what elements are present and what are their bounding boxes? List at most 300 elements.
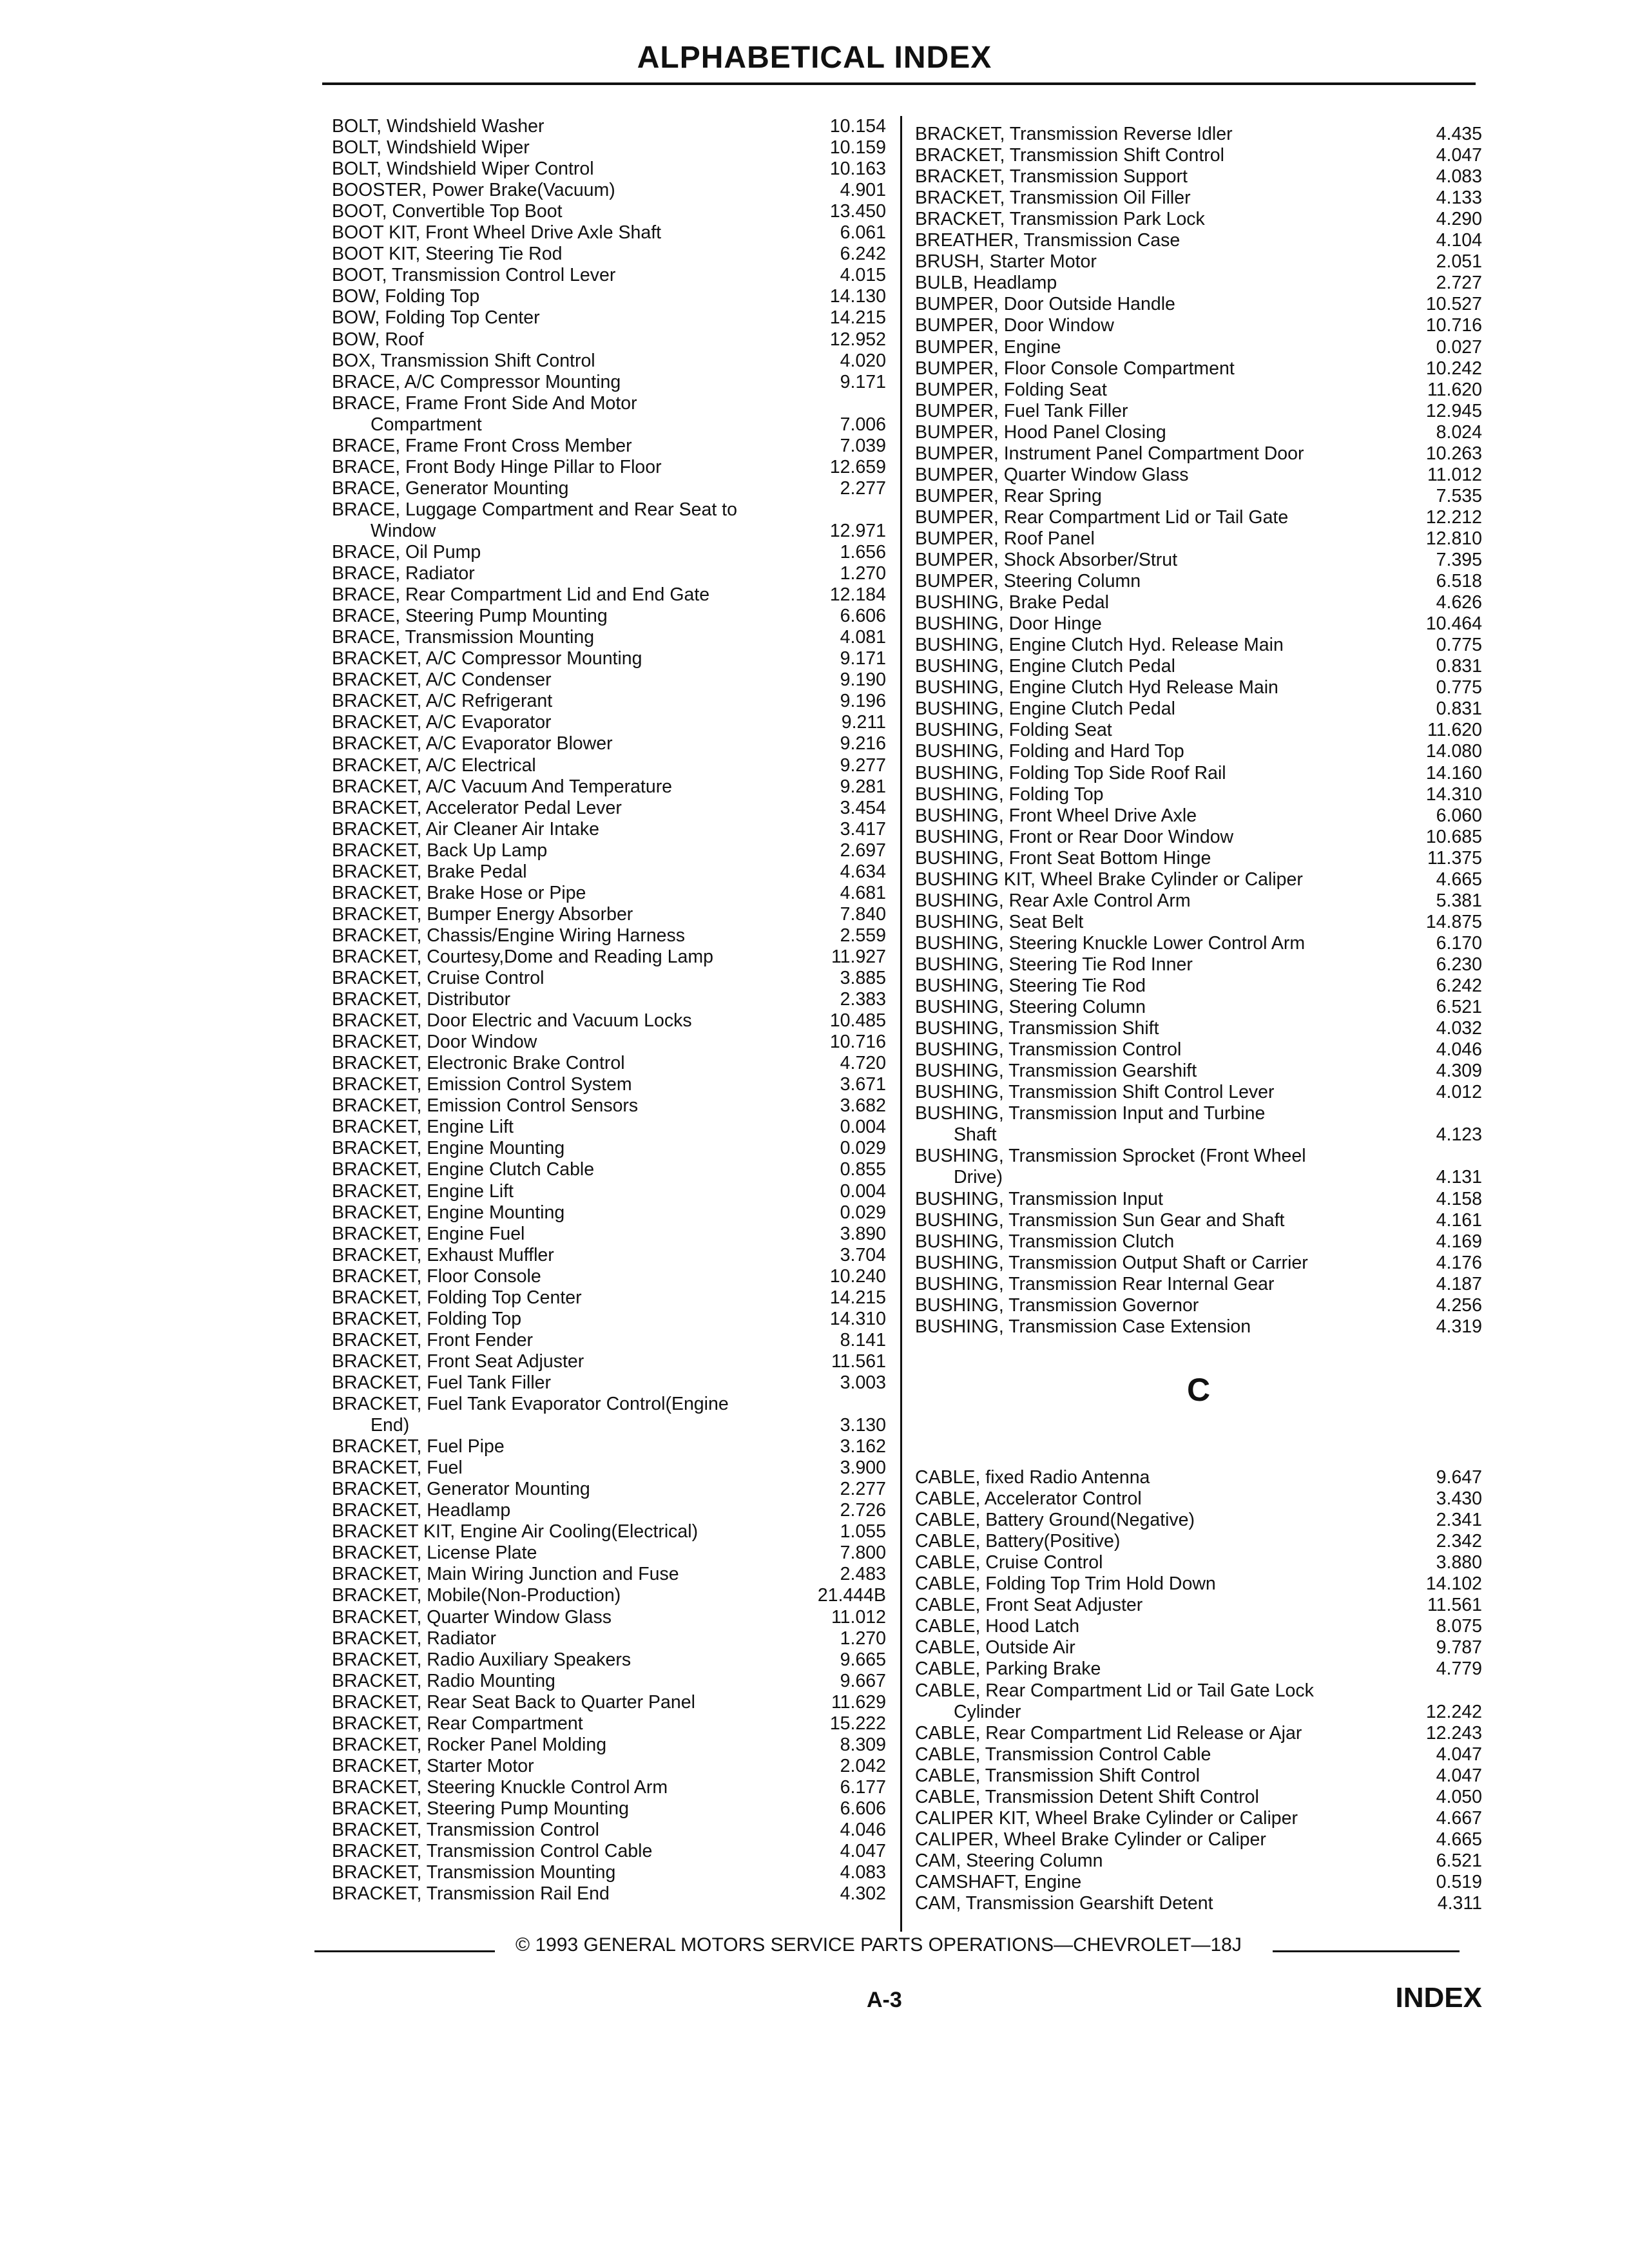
index-entry bbox=[915, 507, 1482, 528]
entry-label: CABLE, Cruise Control bbox=[915, 1552, 1103, 1573]
entry-label: BRACKET, Rear Seat Back to Quarter Panel bbox=[332, 1691, 695, 1713]
entry-label: BRACKET, Radio Auxiliary Speakers bbox=[332, 1649, 631, 1670]
entry-page-number: 4.083 bbox=[840, 1862, 886, 1883]
entry-label: BRACKET, Folding Top Center bbox=[332, 1287, 582, 1308]
entry-page-number: 10.240 bbox=[829, 1265, 886, 1287]
index-entry bbox=[332, 1181, 886, 1202]
index-entry bbox=[332, 414, 886, 436]
entry-page-number: 4.047 bbox=[1436, 1765, 1482, 1786]
entry-label: BRACKET, Steering Knuckle Control Arm bbox=[332, 1776, 668, 1798]
page-title: ALPHABETICAL INDEX bbox=[637, 41, 992, 75]
entry-page-number: 4.083 bbox=[1436, 166, 1482, 187]
entry-label: BOX, Transmission Shift Control bbox=[332, 350, 595, 371]
entry-page-number: 10.716 bbox=[1425, 315, 1482, 336]
entry-page-number: 9.787 bbox=[1436, 1637, 1482, 1658]
entry-page-number: 6.061 bbox=[840, 222, 886, 244]
index-entry bbox=[915, 465, 1482, 486]
column-divider bbox=[900, 116, 902, 1932]
entry-label: BRACE, Generator Mounting bbox=[332, 477, 569, 499]
index-entry bbox=[332, 222, 886, 244]
entry-page-number: 21.444B bbox=[817, 1585, 886, 1606]
entry-label: BRACKET, Engine Lift bbox=[332, 1117, 514, 1138]
entry-label: BRACKET, Transmission Control Cable bbox=[332, 1841, 653, 1862]
entry-page-number: 4.665 bbox=[1436, 1829, 1482, 1850]
entry-page-number: 2.277 bbox=[840, 1479, 886, 1500]
entry-page-number: 11.629 bbox=[831, 1691, 886, 1713]
entry-label: BRACKET, Brake Hose or Pipe bbox=[332, 882, 586, 903]
entry-page-number: 3.130 bbox=[840, 1415, 886, 1436]
entry-page-number: 9.667 bbox=[840, 1670, 886, 1691]
entry-page-number: 9.190 bbox=[840, 669, 886, 691]
entry-label: BUSHING, Seat Belt bbox=[915, 911, 1084, 932]
entry-page-number: 8.075 bbox=[1436, 1616, 1482, 1637]
entry-label: BUSHING, Front Seat Bottom Hinge bbox=[915, 847, 1211, 869]
entry-label: BRACKET, License Plate bbox=[332, 1542, 537, 1564]
entry-label: BUSHING, Transmission Input and Turbine bbox=[915, 1103, 1266, 1124]
entry-label: BRACKET, Floor Console bbox=[332, 1265, 541, 1287]
index-entry bbox=[332, 1138, 886, 1159]
entry-page-number: 0.029 bbox=[840, 1202, 886, 1223]
index-entry bbox=[915, 1872, 1482, 1893]
index-entry bbox=[915, 1467, 1482, 1488]
index-entry bbox=[332, 1862, 886, 1883]
entry-label: BRACE, Radiator bbox=[332, 563, 475, 584]
entry-label: BOLT, Windshield Wiper bbox=[332, 137, 530, 159]
entry-label: BRACKET, Door Window bbox=[332, 1032, 537, 1053]
index-entry bbox=[332, 733, 886, 754]
index-entry bbox=[332, 1074, 886, 1095]
entry-page-number: 12.971 bbox=[829, 520, 886, 541]
index-entry bbox=[332, 1287, 886, 1309]
index-entry bbox=[332, 669, 886, 691]
index-entry bbox=[332, 1521, 886, 1542]
entry-label: BRACKET, Cruise Control bbox=[332, 968, 545, 988]
index-entry bbox=[332, 1010, 886, 1032]
entry-page-number: 12.945 bbox=[1425, 400, 1482, 421]
entry-page-number: 4.047 bbox=[1436, 1744, 1482, 1765]
index-entry bbox=[332, 116, 886, 137]
entry-page-number: 4.309 bbox=[1436, 1061, 1482, 1082]
entry-label: BUSHING, Door Hinge bbox=[915, 613, 1102, 635]
index-entry bbox=[332, 883, 886, 904]
index-entry bbox=[332, 307, 886, 329]
entry-page-number: 4.290 bbox=[1436, 209, 1482, 230]
entry-page-number: 6.521 bbox=[1436, 997, 1482, 1018]
index-entry bbox=[332, 1224, 886, 1245]
entry-label: BUMPER, Door Outside Handle bbox=[915, 294, 1175, 315]
entry-label: BUSHING, Steering Column bbox=[915, 997, 1146, 1018]
index-entry bbox=[332, 457, 886, 478]
index-entry bbox=[332, 606, 886, 627]
index-entry bbox=[332, 499, 886, 521]
entry-page-number: 2.726 bbox=[840, 1500, 886, 1521]
entry-label: BRACKET, Starter Motor bbox=[332, 1755, 534, 1776]
entry-page-number: 9.281 bbox=[840, 776, 886, 797]
index-entry bbox=[915, 784, 1482, 805]
index-entry bbox=[915, 869, 1482, 890]
entry-page-number: 4.626 bbox=[1436, 592, 1482, 613]
entry-page-number: 14.102 bbox=[1425, 1573, 1482, 1595]
index-entry bbox=[332, 1117, 886, 1138]
index-entry bbox=[915, 1253, 1482, 1274]
entry-label: BOOSTER, Power Brake(Vacuum) bbox=[332, 180, 615, 201]
index-entry bbox=[332, 798, 886, 819]
entry-page-number: 6.242 bbox=[840, 244, 886, 265]
entry-page-number: 14.130 bbox=[829, 286, 886, 307]
index-entry bbox=[332, 1713, 886, 1735]
entry-label: CABLE, Rear Compartment Lid Release or Ajar bbox=[915, 1722, 1302, 1744]
entry-page-number: 2.277 bbox=[840, 477, 886, 499]
index-entry bbox=[915, 1103, 1482, 1124]
entry-label: Compartment bbox=[371, 414, 482, 435]
entry-label: BUMPER, Shock Absorber/Strut bbox=[915, 550, 1178, 570]
entry-label: CABLE, Outside Air bbox=[915, 1637, 1075, 1658]
index-entry bbox=[332, 1883, 886, 1905]
index-entry bbox=[915, 592, 1482, 613]
index-entry bbox=[915, 656, 1482, 677]
entry-page-number: 4.050 bbox=[1436, 1786, 1482, 1807]
entry-page-number: 3.430 bbox=[1436, 1488, 1482, 1510]
entry-label: BREATHER, Transmission Case bbox=[915, 230, 1181, 251]
index-entry bbox=[332, 819, 886, 840]
entry-page-number: 4.015 bbox=[840, 265, 886, 286]
index-entry bbox=[915, 1082, 1482, 1103]
entry-label: BRACKET, Folding Top bbox=[332, 1308, 522, 1329]
index-entry bbox=[915, 1531, 1482, 1552]
index-entry bbox=[915, 613, 1482, 635]
index-entry bbox=[332, 1351, 886, 1372]
index-entry bbox=[915, 1488, 1482, 1510]
entry-label: BRACKET, Air Cleaner Air Intake bbox=[332, 818, 600, 840]
entry-page-number: 7.006 bbox=[840, 414, 886, 435]
entry-label: BRACKET, A/C Condenser bbox=[332, 669, 552, 691]
entry-label: BUSHING, Transmission Sun Gear and Shaft bbox=[915, 1209, 1285, 1231]
entry-page-number: 10.163 bbox=[829, 159, 886, 180]
entry-label: BRACE, Rear Compartment Lid and End Gate bbox=[332, 584, 710, 606]
entry-label: BRACKET, Back Up Lamp bbox=[332, 840, 548, 861]
entry-page-number: 9.647 bbox=[1436, 1467, 1482, 1488]
entry-label: CABLE, Front Seat Adjuster bbox=[915, 1595, 1143, 1616]
index-entry bbox=[915, 486, 1482, 507]
entry-label: BRACKET, Steering Pump Mounting bbox=[332, 1798, 629, 1819]
entry-page-number: 4.256 bbox=[1436, 1294, 1482, 1316]
entry-page-number: 4.133 bbox=[1436, 187, 1482, 209]
entry-label: CALIPER KIT, Wheel Brake Cylinder or Caliper bbox=[915, 1807, 1298, 1829]
entry-page-number: 11.927 bbox=[831, 946, 886, 967]
entry-page-number: 4.176 bbox=[1436, 1252, 1482, 1273]
entry-label: BUMPER, Door Window bbox=[915, 315, 1114, 336]
index-entry bbox=[332, 1564, 886, 1585]
entry-page-number: 7.535 bbox=[1436, 485, 1482, 506]
entry-label: BRACKET, Electronic Brake Control bbox=[332, 1053, 625, 1074]
entry-page-number: 4.158 bbox=[1436, 1188, 1482, 1209]
index-entry bbox=[915, 1124, 1482, 1146]
index-entry bbox=[332, 351, 886, 372]
index-entry bbox=[332, 1777, 886, 1798]
entry-page-number: 0.831 bbox=[1436, 656, 1482, 677]
index-entry bbox=[332, 1095, 886, 1117]
entry-label: CABLE, Accelerator Control bbox=[915, 1488, 1142, 1510]
entry-page-number: 9.196 bbox=[840, 691, 886, 712]
entry-page-number: 11.561 bbox=[1427, 1595, 1482, 1616]
entry-page-number: 14.080 bbox=[1425, 741, 1482, 762]
index-entry bbox=[915, 1658, 1482, 1680]
entry-label: BRACKET, Transmission Mounting bbox=[332, 1862, 616, 1883]
index-entry bbox=[332, 1394, 886, 1415]
entry-page-number: 2.042 bbox=[840, 1755, 886, 1776]
index-entry bbox=[915, 933, 1482, 954]
index-entry bbox=[915, 1744, 1482, 1765]
entry-label: BOW, Folding Top bbox=[332, 286, 480, 307]
index-entry bbox=[915, 528, 1482, 550]
entry-label: BUSHING, Rear Axle Control Arm bbox=[915, 890, 1191, 911]
index-entry bbox=[332, 1735, 886, 1756]
index-entry bbox=[332, 840, 886, 861]
entry-label: BRACKET, Door Electric and Vacuum Locks bbox=[332, 1010, 692, 1032]
index-entry bbox=[915, 1061, 1482, 1082]
entry-page-number: 12.184 bbox=[829, 584, 886, 606]
index-entry bbox=[915, 1765, 1482, 1787]
entry-label: BUSHING, Transmission Rear Internal Gear bbox=[915, 1273, 1275, 1294]
entry-page-number: 8.141 bbox=[840, 1329, 886, 1350]
index-entry bbox=[915, 1018, 1482, 1039]
entry-label: BOOT KIT, Front Wheel Drive Axle Shaft bbox=[332, 222, 662, 244]
entry-label: BRACKET, Radio Mounting bbox=[332, 1670, 555, 1691]
entry-page-number: 10.485 bbox=[829, 1010, 886, 1032]
entry-label: BUSHING, Engine Clutch Pedal bbox=[915, 698, 1175, 720]
index-entry bbox=[915, 1210, 1482, 1231]
index-entry bbox=[915, 1616, 1482, 1637]
entry-page-number: 12.243 bbox=[1425, 1722, 1482, 1744]
index-entry bbox=[332, 968, 886, 989]
index-entry bbox=[332, 1841, 886, 1862]
entry-label: BULB, Headlamp bbox=[915, 273, 1057, 294]
entry-page-number: 6.170 bbox=[1436, 932, 1482, 954]
index-entry bbox=[915, 805, 1482, 827]
entry-page-number: 0.855 bbox=[840, 1159, 886, 1180]
entry-page-number: 0.831 bbox=[1436, 698, 1482, 720]
index-entry bbox=[915, 954, 1482, 975]
index-entry bbox=[915, 1039, 1482, 1061]
entry-page-number: 14.160 bbox=[1425, 762, 1482, 783]
entry-label: CALIPER, Wheel Brake Cylinder or Caliper bbox=[915, 1829, 1266, 1850]
entry-page-number: 4.131 bbox=[1436, 1167, 1482, 1188]
index-entry bbox=[915, 720, 1482, 741]
section-letter-heading: C bbox=[1186, 1372, 1211, 1408]
index-entry bbox=[915, 337, 1482, 358]
index-entry bbox=[332, 563, 886, 584]
index-entry bbox=[915, 1808, 1482, 1829]
entry-page-number: 1.656 bbox=[840, 542, 886, 562]
index-entry bbox=[332, 159, 886, 180]
index-entry bbox=[332, 1159, 886, 1180]
entry-label: BRUSH, Starter Motor bbox=[915, 251, 1097, 273]
entry-label: BUMPER, Hood Panel Closing bbox=[915, 421, 1166, 443]
entry-page-number: 6.060 bbox=[1436, 805, 1482, 826]
index-entry bbox=[915, 1723, 1482, 1744]
index-entry bbox=[915, 443, 1482, 465]
index-entry bbox=[915, 741, 1482, 762]
entry-page-number: 2.051 bbox=[1436, 251, 1482, 273]
index-entry bbox=[915, 1573, 1482, 1595]
section-label: INDEX bbox=[1395, 1982, 1482, 2013]
entry-label: BOW, Folding Top Center bbox=[332, 307, 540, 329]
entry-page-number: 4.779 bbox=[1436, 1658, 1482, 1680]
entry-page-number: 3.417 bbox=[840, 818, 886, 840]
index-entry bbox=[915, 251, 1482, 273]
entry-label: BOOT, Transmission Control Lever bbox=[332, 265, 616, 286]
footer-rule-right bbox=[1273, 1950, 1460, 1952]
index-entry bbox=[915, 763, 1482, 784]
entry-label: BRACKET, Headlamp bbox=[332, 1500, 511, 1521]
index-entry bbox=[332, 1436, 886, 1457]
entry-page-number: 0.519 bbox=[1436, 1871, 1482, 1892]
entry-label: CAMSHAFT, Engine bbox=[915, 1871, 1082, 1892]
index-entry bbox=[915, 827, 1482, 848]
entry-label: BUSHING, Engine Clutch Hyd Release Main bbox=[915, 677, 1278, 698]
entry-page-number: 2.342 bbox=[1436, 1531, 1482, 1552]
index-entry bbox=[332, 478, 886, 499]
index-entry bbox=[915, 380, 1482, 401]
entry-label: BRACKET, Fuel bbox=[332, 1457, 463, 1479]
entry-label: BRACKET, Bumper Energy Absorber bbox=[332, 903, 633, 925]
entry-label: BUSHING, Folding Top bbox=[915, 783, 1104, 805]
entry-page-number: 14.215 bbox=[829, 307, 886, 329]
index-entry bbox=[332, 776, 886, 798]
entry-label: BUSHING, Folding Seat bbox=[915, 720, 1112, 741]
entry-page-number: 5.381 bbox=[1436, 890, 1482, 911]
entry-page-number: 11.561 bbox=[831, 1350, 886, 1372]
entry-page-number: 9.277 bbox=[840, 754, 886, 776]
entry-page-number: 0.004 bbox=[840, 1180, 886, 1202]
index-entry bbox=[332, 1330, 886, 1351]
entry-label: BUSHING, Steering Tie Rod Inner bbox=[915, 954, 1193, 975]
entry-label: CABLE, Hood Latch bbox=[915, 1616, 1080, 1637]
entry-page-number: 4.161 bbox=[1436, 1209, 1482, 1231]
index-entry bbox=[332, 648, 886, 669]
entry-page-number: 10.716 bbox=[829, 1032, 886, 1053]
entry-page-number: 4.046 bbox=[840, 1820, 886, 1840]
entry-page-number: 6.242 bbox=[1436, 975, 1482, 996]
entry-page-number: 0.775 bbox=[1436, 677, 1482, 698]
entry-label: BUMPER, Roof Panel bbox=[915, 528, 1095, 549]
entry-label: BRACKET, Transmission Reverse Idler bbox=[915, 124, 1233, 144]
index-entry bbox=[332, 265, 886, 286]
entry-page-number: 6.606 bbox=[840, 1798, 886, 1819]
index-entry bbox=[915, 230, 1482, 251]
entry-label: BRACKET, Exhaust Muffler bbox=[332, 1244, 554, 1265]
entry-page-number: 13.450 bbox=[829, 201, 886, 222]
index-entry bbox=[332, 1053, 886, 1074]
index-entry bbox=[332, 1266, 886, 1287]
index-entry bbox=[332, 691, 886, 712]
entry-label: BUSHING, Engine Clutch Hyd. Release Main bbox=[915, 635, 1284, 656]
entry-page-number: 9.171 bbox=[840, 648, 886, 669]
entry-label: BRACKET, Rear Compartment bbox=[332, 1713, 583, 1734]
entry-page-number: 10.154 bbox=[829, 116, 886, 137]
entry-label: BRACKET, Main Wiring Junction and Fuse bbox=[332, 1564, 679, 1585]
entry-label: BRACE, Oil Pump bbox=[332, 542, 481, 562]
index-entry bbox=[915, 912, 1482, 933]
entry-label: BUSHING, Folding and Hard Top bbox=[915, 741, 1184, 762]
entry-page-number: 11.375 bbox=[1427, 847, 1482, 869]
entry-page-number: 3.890 bbox=[840, 1223, 886, 1244]
entry-page-number: 6.177 bbox=[840, 1776, 886, 1798]
entry-page-number: 11.012 bbox=[1427, 464, 1482, 485]
entry-page-number: 12.212 bbox=[1425, 506, 1482, 528]
entry-label: CABLE, Transmission Shift Control bbox=[915, 1765, 1200, 1786]
entry-page-number: 3.885 bbox=[840, 968, 886, 988]
entry-page-number: 2.727 bbox=[1436, 273, 1482, 294]
entry-label: CAM, Transmission Gearshift Detent bbox=[915, 1893, 1213, 1914]
entry-page-number: 0.029 bbox=[840, 1138, 886, 1159]
entry-label: BRACE, Frame Front Cross Member bbox=[332, 435, 632, 456]
entry-page-number: 4.901 bbox=[840, 180, 886, 201]
entry-page-number: 7.840 bbox=[840, 903, 886, 925]
entry-page-number: 4.681 bbox=[840, 882, 886, 903]
entry-page-number: 9.216 bbox=[840, 733, 886, 754]
entry-label: Window bbox=[371, 520, 436, 541]
entry-label: BRACKET, A/C Evaporator Blower bbox=[332, 733, 613, 754]
entry-page-number: 11.620 bbox=[1427, 720, 1482, 741]
entry-label: BUMPER, Engine bbox=[915, 336, 1061, 358]
entry-page-number: 4.020 bbox=[840, 350, 886, 371]
index-entry bbox=[332, 1649, 886, 1671]
entry-label: BRACKET, Engine Clutch Cable bbox=[332, 1159, 595, 1180]
entry-label: BRACE, Frame Front Side And Motor bbox=[332, 392, 637, 414]
entry-page-number: 14.875 bbox=[1425, 911, 1482, 932]
index-entry bbox=[915, 997, 1482, 1018]
index-entry bbox=[332, 1692, 886, 1713]
entry-page-number: 11.620 bbox=[1427, 379, 1482, 400]
entry-page-number: 0.775 bbox=[1436, 635, 1482, 656]
entry-page-number: 7.395 bbox=[1436, 550, 1482, 570]
entry-page-number: 3.880 bbox=[1436, 1552, 1482, 1573]
index-entry bbox=[915, 975, 1482, 997]
entry-label: CABLE, fixed Radio Antenna bbox=[915, 1467, 1150, 1488]
index-entry bbox=[915, 1231, 1482, 1253]
entry-label: BRACKET, Fuel Tank Evaporator Control(Engine bbox=[332, 1394, 729, 1414]
index-entry bbox=[915, 1595, 1482, 1616]
index-entry bbox=[332, 1798, 886, 1820]
index-entry bbox=[915, 209, 1482, 230]
index-entry bbox=[915, 166, 1482, 187]
entry-label: BUSHING KIT, Wheel Brake Cylinder or Caliper bbox=[915, 869, 1303, 890]
footer-rule-left bbox=[314, 1950, 495, 1952]
index-entry bbox=[332, 1756, 886, 1777]
entry-page-number: 4.046 bbox=[1436, 1039, 1482, 1061]
entry-label: BRACKET, Front Fender bbox=[332, 1329, 534, 1350]
entry-page-number: 4.081 bbox=[840, 627, 886, 648]
entry-page-number: 3.682 bbox=[840, 1095, 886, 1117]
entry-label: BUMPER, Steering Column bbox=[915, 571, 1141, 592]
entry-label: CABLE, Battery(Positive) bbox=[915, 1531, 1121, 1552]
entry-page-number: 11.012 bbox=[831, 1606, 886, 1628]
entry-page-number: 4.435 bbox=[1436, 124, 1482, 144]
entry-label: BRACKET, Emission Control Sensors bbox=[332, 1095, 639, 1117]
entry-page-number: 2.559 bbox=[840, 925, 886, 946]
entry-label: BUMPER, Instrument Panel Compartment Door bbox=[915, 443, 1304, 464]
index-entry bbox=[332, 989, 886, 1010]
entry-label: BRACKET, A/C Evaporator bbox=[332, 712, 552, 733]
entry-label: BRACE, A/C Compressor Mounting bbox=[332, 371, 621, 392]
entry-label: CABLE, Transmission Control Cable bbox=[915, 1744, 1211, 1765]
index-entry bbox=[332, 1309, 886, 1330]
entry-page-number: 9.665 bbox=[840, 1649, 886, 1670]
index-entry bbox=[332, 521, 886, 542]
entry-page-number: 7.039 bbox=[840, 435, 886, 456]
entry-label: BRACKET, Transmission Rail End bbox=[332, 1883, 610, 1905]
